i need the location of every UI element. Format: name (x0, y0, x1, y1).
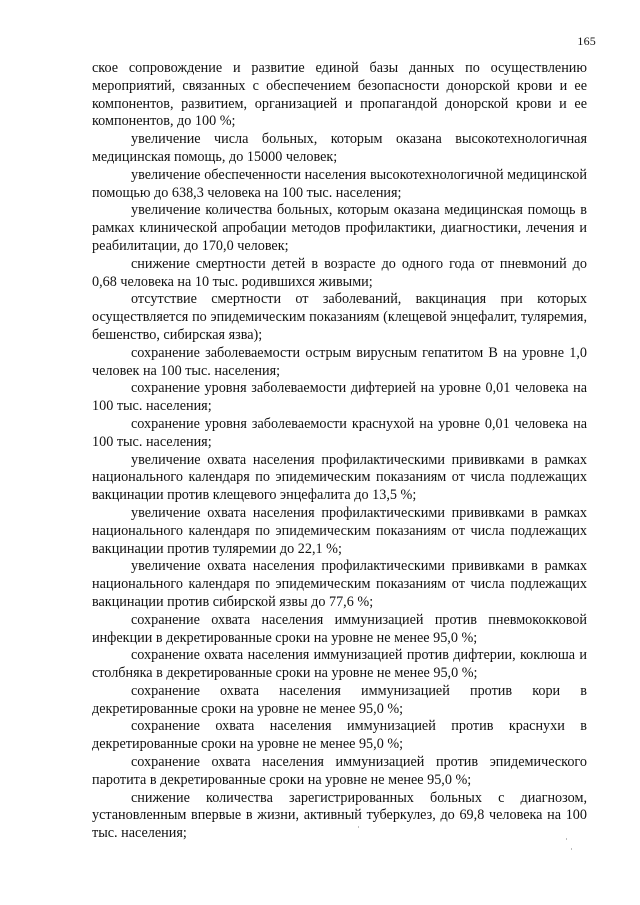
paragraph: сохранение уровня заболеваемости краснухой на уровне 0,01 человека на 100 тыс. населения; (92, 415, 587, 450)
paragraph: ское сопровождение и развитие единой базы данных по осуществлению мероприятий, связанных с обеспечением безопасности донорской крови и ее компонентов, развитием, организацией и пропагандой донорской крови и ее компонентов, до 100 %; (92, 60, 587, 130)
paragraph: увеличение числа больных, которым оказана высокотехнологичная медицинская помощь, до 15000 человек; (92, 131, 587, 165)
page-number: 165 (577, 34, 596, 48)
paragraph: сохранение охвата населения иммунизацией против эпидемического паротита в декретированные сроки на уровне не менее 95,0 %; (92, 754, 587, 788)
paragraph: отсутствие смертности от заболеваний, вакцинация при которых осуществляется по эпидемическим показаниям (клещевой энцефалит, туляремия, бешенство, сибирская язва); (92, 291, 587, 343)
paragraph: сохранение заболеваемости острым вирусным гепатитом В на уровне 1,0 человек на 100 тыс. населения; (92, 344, 587, 379)
scan-speck (571, 848, 572, 850)
paragraph: снижение количества зарегистрированных больных с диагнозом, установленным впервые в жизни, активный туберкулез, до 69,8 человека на 100 тыс. населения; (92, 789, 587, 842)
paragraph: сохранение охвата населения иммунизацией против кори в декретированные сроки на уровне не менее 95,0 %; (92, 682, 587, 717)
paragraph: сохранение охвата населения иммунизацией против краснухи в декретированные сроки на уровне не менее 95,0 %; (92, 718, 587, 753)
paragraph: увеличение охвата населения профилактическими прививками в рамках национального календаря по эпидемическим показаниям от числа подлежащих вакцинации против клещевого энцефалита до 13,5 %; (92, 451, 587, 504)
body-text (92, 60, 587, 843)
paragraph: сохранение уровня заболеваемости дифтерией на уровне 0,01 человека на 100 тыс. населения; (92, 380, 587, 415)
scan-speck (566, 838, 567, 840)
scan-speck (358, 826, 359, 828)
paragraph: увеличение охвата населения профилактическими прививками в рамках национального календаря по эпидемическим показаниям от числа подлежащих вакцинации против сибирской язвы до 77,6 %; (92, 558, 587, 610)
paragraph: сохранение охвата населения иммунизацией против пневмококковой инфекции в декретированные сроки на уровне не менее 95,0 %; (92, 611, 587, 646)
paragraph: увеличение обеспеченности населения высокотехнологичной медицинской помощью до 638,3 человека на 100 тыс. населения; (92, 166, 587, 201)
paragraph: увеличение количества больных, которым оказана медицинская помощь в рамках клинической апробации методов профилактики, диагностики, лечения и реабилитации, до 170,0 человек; (92, 202, 587, 254)
paragraph: сохранение охвата населения иммунизацией против дифтерии, коклюша и столбняка в декретированные сроки на уровне не менее 95,0 %; (92, 647, 587, 682)
paragraph: увеличение охвата населения профилактическими прививками в рамках национального календаря по эпидемическим показаниям от числа подлежащих вакцинации против туляремии до 22,1 %; (92, 504, 587, 557)
paragraph: снижение смертности детей в возрасте до одного года от пневмоний до 0,68 человека на 10 тыс. родившихся живыми; (92, 255, 587, 290)
